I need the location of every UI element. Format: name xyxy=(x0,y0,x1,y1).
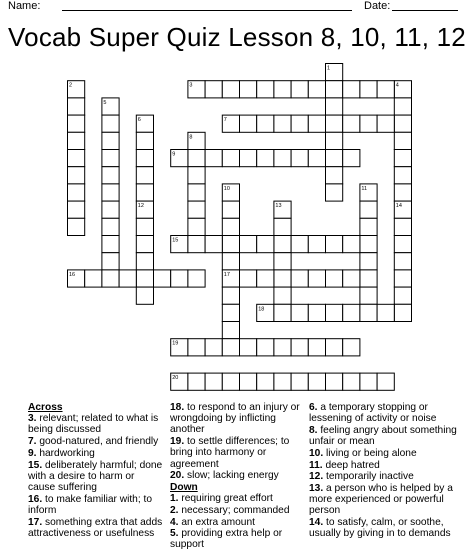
down-heading: Down xyxy=(170,481,198,493)
grid-cell[interactable] xyxy=(222,287,239,304)
clue-text: feeling angry about something unfair or mean xyxy=(309,424,457,448)
grid-cell[interactable] xyxy=(136,132,153,149)
grid-cell[interactable] xyxy=(222,150,239,167)
clue-text: deliberately harmful; done with a desire to harm or cause suffering xyxy=(28,459,163,493)
clue-number: 8. xyxy=(309,424,318,436)
grid-cell[interactable] xyxy=(377,373,394,390)
grid-cell[interactable] xyxy=(274,270,291,287)
clue-number: 9. xyxy=(28,447,37,459)
grid-cell[interactable] xyxy=(240,373,257,390)
grid-number: 13 xyxy=(275,203,282,210)
grid-cell[interactable] xyxy=(274,81,291,98)
grid-cell[interactable] xyxy=(119,270,136,287)
grid-cell[interactable] xyxy=(274,373,291,390)
clue-text: providing extra help or support xyxy=(170,528,283,551)
grid-cell[interactable] xyxy=(188,201,205,218)
grid-cell[interactable] xyxy=(274,115,291,132)
grid-cell[interactable] xyxy=(308,236,325,253)
grid-cell[interactable] xyxy=(291,270,308,287)
clue-number: 13. xyxy=(309,482,324,494)
grid-cell[interactable] xyxy=(360,201,377,218)
grid-cell[interactable] xyxy=(136,253,153,270)
clue-text: good-natured, and friendly xyxy=(36,436,159,448)
clue-number: 20. xyxy=(170,470,185,482)
clue-number: 18. xyxy=(170,402,185,413)
grid-cell[interactable] xyxy=(308,270,325,287)
grid-cell[interactable] xyxy=(171,270,188,287)
grid-cell[interactable] xyxy=(360,287,377,304)
page-title: Vocab Super Quiz Lesson 8, 10, 11, 12 xyxy=(8,22,466,52)
grid-cell[interactable] xyxy=(222,253,239,270)
clue-number: 16. xyxy=(28,493,43,505)
grid-cell[interactable] xyxy=(136,184,153,201)
grid-cell[interactable] xyxy=(360,304,377,321)
clue-text: to satisfy, calm, or soothe, usually by giving in to demands xyxy=(309,517,451,540)
clue-text: requiring great effort xyxy=(178,493,273,505)
grid-cell[interactable] xyxy=(102,201,119,218)
grid-cell[interactable] xyxy=(205,236,222,253)
clue-item xyxy=(309,425,459,447)
grid-cell[interactable] xyxy=(274,150,291,167)
grid-cell[interactable] xyxy=(85,270,102,287)
clue-text: temporarily inactive xyxy=(323,471,414,483)
grid-cell[interactable] xyxy=(377,81,394,98)
across-heading: Across xyxy=(28,402,63,413)
grid-cell[interactable] xyxy=(222,304,239,321)
clue-number: 6. xyxy=(309,402,318,413)
grid-cell[interactable] xyxy=(274,339,291,356)
grid-cell[interactable] xyxy=(291,304,308,321)
grid-cell[interactable] xyxy=(222,373,239,390)
grid-cell[interactable] xyxy=(274,253,291,270)
grid-cell[interactable] xyxy=(257,373,274,390)
grid-cell[interactable] xyxy=(360,253,377,270)
clue-text: to respond to an injury or wrongdoing by inflicting another xyxy=(170,402,300,436)
clue-number: 7. xyxy=(28,436,37,448)
grid-cell[interactable] xyxy=(222,81,239,98)
grid-cell[interactable] xyxy=(308,339,325,356)
clue-number: 11. xyxy=(309,459,323,471)
grid-cell[interactable] xyxy=(394,167,411,184)
grid-cell[interactable] xyxy=(257,236,274,253)
grid-number: 3 xyxy=(189,82,193,89)
grid-cell[interactable] xyxy=(222,201,239,218)
clue-text: hardworking xyxy=(36,447,95,459)
clue-text: living or being alone xyxy=(323,447,417,459)
grid-cell[interactable] xyxy=(257,270,274,287)
clue-number: 4. xyxy=(170,516,179,528)
grid-cell[interactable] xyxy=(188,218,205,235)
grid-cell[interactable] xyxy=(240,81,257,98)
grid-number: 12 xyxy=(137,203,144,210)
clue-number: 19. xyxy=(170,436,185,448)
grid-cell[interactable] xyxy=(102,167,119,184)
grid-cell[interactable] xyxy=(68,98,85,115)
grid-cell[interactable] xyxy=(326,339,343,356)
grid-cell[interactable] xyxy=(102,253,119,270)
grid-cell[interactable] xyxy=(308,115,325,132)
grid-cell[interactable] xyxy=(222,339,239,356)
grid-cell[interactable] xyxy=(102,218,119,235)
grid-cell[interactable] xyxy=(102,132,119,149)
grid-cell[interactable] xyxy=(136,150,153,167)
grid-number: 2 xyxy=(69,82,73,89)
clue-text: an extra amount xyxy=(178,516,255,528)
grid-cell[interactable] xyxy=(394,236,411,253)
grid-cell[interactable] xyxy=(205,150,222,167)
clue-item xyxy=(170,505,304,516)
grid-number: 16 xyxy=(69,271,76,278)
grid-cell[interactable] xyxy=(308,304,325,321)
clue-list-right xyxy=(309,402,459,539)
grid-cell[interactable] xyxy=(360,115,377,132)
grid-cell[interactable] xyxy=(377,115,394,132)
grid-cell[interactable] xyxy=(240,150,257,167)
grid-cell[interactable] xyxy=(291,81,308,98)
grid-number: 5 xyxy=(103,99,107,106)
grid-cell[interactable] xyxy=(274,236,291,253)
clue-item xyxy=(170,517,304,528)
grid-cell[interactable] xyxy=(188,373,205,390)
grid-cell[interactable] xyxy=(308,81,325,98)
grid-cell[interactable] xyxy=(68,201,85,218)
clue-item xyxy=(309,448,459,459)
clue-number: 1. xyxy=(170,493,179,505)
grid-cell[interactable] xyxy=(343,339,360,356)
clue-item xyxy=(170,470,304,481)
grid-number: 18 xyxy=(258,306,265,313)
grid-cell[interactable] xyxy=(188,339,205,356)
grid-number: 17 xyxy=(223,271,230,278)
grid-cell[interactable] xyxy=(343,81,360,98)
grid-cell[interactable] xyxy=(394,287,411,304)
grid-cell[interactable] xyxy=(240,270,257,287)
grid-cell[interactable] xyxy=(326,304,343,321)
clue-item xyxy=(28,436,164,447)
grid-cell[interactable] xyxy=(257,150,274,167)
grid-cell[interactable] xyxy=(343,115,360,132)
clue-text: to settle differences; to bring into harmony or agreement xyxy=(170,436,290,470)
grid-cell[interactable] xyxy=(326,98,343,115)
clue-number: 3. xyxy=(28,413,37,425)
clue-text: slow; lacking energy xyxy=(184,470,279,482)
clue-text: something extra that adds attractiveness or usefulness xyxy=(28,516,163,539)
clue-text: a person who is helped by a more experienced or powerful person xyxy=(309,482,453,517)
grid-cell[interactable] xyxy=(360,270,377,287)
grid-cell[interactable] xyxy=(68,150,85,167)
clue-item xyxy=(309,483,459,517)
grid-cell[interactable] xyxy=(188,270,205,287)
grid-cell[interactable] xyxy=(326,115,343,132)
grid-cell[interactable] xyxy=(274,304,291,321)
grid-cell[interactable] xyxy=(394,115,411,132)
grid-cell[interactable] xyxy=(136,270,153,287)
grid-cell[interactable] xyxy=(102,270,119,287)
grid-cell[interactable] xyxy=(136,218,153,235)
grid-cell[interactable] xyxy=(102,236,119,253)
clue-item xyxy=(309,402,459,424)
grid-cell[interactable] xyxy=(326,132,343,149)
grid-number: 4 xyxy=(395,82,399,89)
grid-number: 11 xyxy=(361,185,368,192)
grid-cell[interactable] xyxy=(102,115,119,132)
grid-cell[interactable] xyxy=(394,218,411,235)
date-label: Date: xyxy=(364,0,391,12)
grid-cell[interactable] xyxy=(257,81,274,98)
clue-item xyxy=(28,494,164,516)
clue-text: deep hatred xyxy=(322,459,380,471)
grid-cell[interactable] xyxy=(188,167,205,184)
grid-cell[interactable] xyxy=(394,132,411,149)
grid-cell[interactable] xyxy=(205,81,222,98)
clue-list-middle xyxy=(170,402,304,551)
grid-cell[interactable] xyxy=(308,150,325,167)
grid-cell[interactable] xyxy=(240,115,257,132)
grid-cell[interactable] xyxy=(326,236,343,253)
grid-cell[interactable] xyxy=(326,184,343,201)
grid-cell[interactable] xyxy=(291,339,308,356)
grid-cell[interactable] xyxy=(343,270,360,287)
grid-cell[interactable] xyxy=(257,115,274,132)
grid-cell[interactable] xyxy=(343,236,360,253)
grid-cell[interactable] xyxy=(394,98,411,115)
clue-item xyxy=(309,471,459,482)
grid-number: 15 xyxy=(172,237,179,244)
clue-item xyxy=(28,460,164,494)
across-clue-list xyxy=(28,413,164,539)
grid-cell[interactable] xyxy=(274,287,291,304)
grid-cell[interactable] xyxy=(102,150,119,167)
grid-cell[interactable] xyxy=(136,287,153,304)
clue-item xyxy=(28,517,164,539)
clue-text: to make familiar with; to inform xyxy=(28,493,153,516)
clue-item xyxy=(309,460,459,471)
grid-cell[interactable] xyxy=(68,132,85,149)
grid-number: 10 xyxy=(223,185,230,192)
clue-number: 2. xyxy=(170,504,179,516)
clue-number: 17. xyxy=(28,516,43,528)
grid-cell[interactable] xyxy=(68,167,85,184)
grid-number: 19 xyxy=(172,340,179,347)
grid-cell[interactable] xyxy=(188,150,205,167)
grid-cell[interactable] xyxy=(377,304,394,321)
grid-cell[interactable] xyxy=(68,218,85,235)
grid-cell[interactable] xyxy=(68,115,85,132)
grid-cell[interactable] xyxy=(326,167,343,184)
grid-cell[interactable] xyxy=(274,218,291,235)
grid-cell[interactable] xyxy=(360,236,377,253)
clue-number: 12. xyxy=(309,471,324,483)
grid-cell[interactable] xyxy=(257,339,274,356)
clue-item xyxy=(170,493,304,504)
grid-cell[interactable] xyxy=(308,373,325,390)
name-label: Name: xyxy=(8,0,41,12)
grid-cell[interactable] xyxy=(188,236,205,253)
grid-cell[interactable] xyxy=(326,150,343,167)
grid-cell[interactable] xyxy=(222,322,239,339)
clue-item xyxy=(170,528,304,550)
clue-text: necessary; commanded xyxy=(178,504,290,516)
grid-cell[interactable] xyxy=(205,339,222,356)
grid-cell[interactable] xyxy=(222,236,239,253)
grid-number: 6 xyxy=(137,117,141,124)
down-clues-col2 xyxy=(309,402,459,540)
grid-cell[interactable] xyxy=(326,270,343,287)
grid-cell[interactable] xyxy=(68,184,85,201)
grid-cell[interactable] xyxy=(394,304,411,321)
grid-cell[interactable] xyxy=(343,304,360,321)
down-clues-col1 xyxy=(170,402,304,551)
grid-cell[interactable] xyxy=(291,236,308,253)
grid-cell[interactable] xyxy=(291,115,308,132)
grid-number: 1 xyxy=(327,65,331,72)
across-clues xyxy=(28,402,164,539)
grid-cell[interactable] xyxy=(154,270,171,287)
grid-cell[interactable] xyxy=(136,167,153,184)
grid-cell[interactable] xyxy=(188,184,205,201)
grid-cell[interactable] xyxy=(394,184,411,201)
grid-cell[interactable] xyxy=(343,150,360,167)
grid-cell[interactable] xyxy=(326,373,343,390)
grid-cell[interactable] xyxy=(394,253,411,270)
clue-item xyxy=(170,436,304,470)
grid-cell[interactable] xyxy=(240,339,257,356)
grid-number: 7 xyxy=(223,117,227,124)
grid-cell[interactable] xyxy=(205,373,222,390)
grid-cell[interactable] xyxy=(360,81,377,98)
grid-cell[interactable] xyxy=(360,373,377,390)
clue-number: 5. xyxy=(170,528,179,540)
grid-number: 14 xyxy=(395,203,402,210)
clue-number: 15. xyxy=(28,459,43,471)
grid-cell[interactable] xyxy=(222,218,239,235)
grid-cell[interactable] xyxy=(343,373,360,390)
grid-number: 20 xyxy=(172,375,179,382)
grid-number: 8 xyxy=(189,134,193,141)
clue-item xyxy=(28,413,164,435)
grid-cell[interactable] xyxy=(240,236,257,253)
clue-number: 10. xyxy=(309,447,324,459)
clue-item xyxy=(28,448,164,459)
grid-cell[interactable] xyxy=(394,270,411,287)
grid-cell[interactable] xyxy=(291,373,308,390)
clue-item xyxy=(309,517,459,539)
clue-item xyxy=(170,402,304,436)
clue-text: a temporary stopping or lessening of activity or noise xyxy=(309,402,437,425)
grid-cell[interactable] xyxy=(102,184,119,201)
clue-number: 14. xyxy=(309,517,324,529)
grid-cell[interactable] xyxy=(326,81,343,98)
grid-cell[interactable] xyxy=(291,150,308,167)
grid-cell[interactable] xyxy=(394,150,411,167)
grid-number: 9 xyxy=(172,151,176,158)
clue-text: relevant; related to what is being discussed xyxy=(28,413,159,436)
grid-cell[interactable] xyxy=(360,218,377,235)
grid-cell[interactable] xyxy=(136,236,153,253)
